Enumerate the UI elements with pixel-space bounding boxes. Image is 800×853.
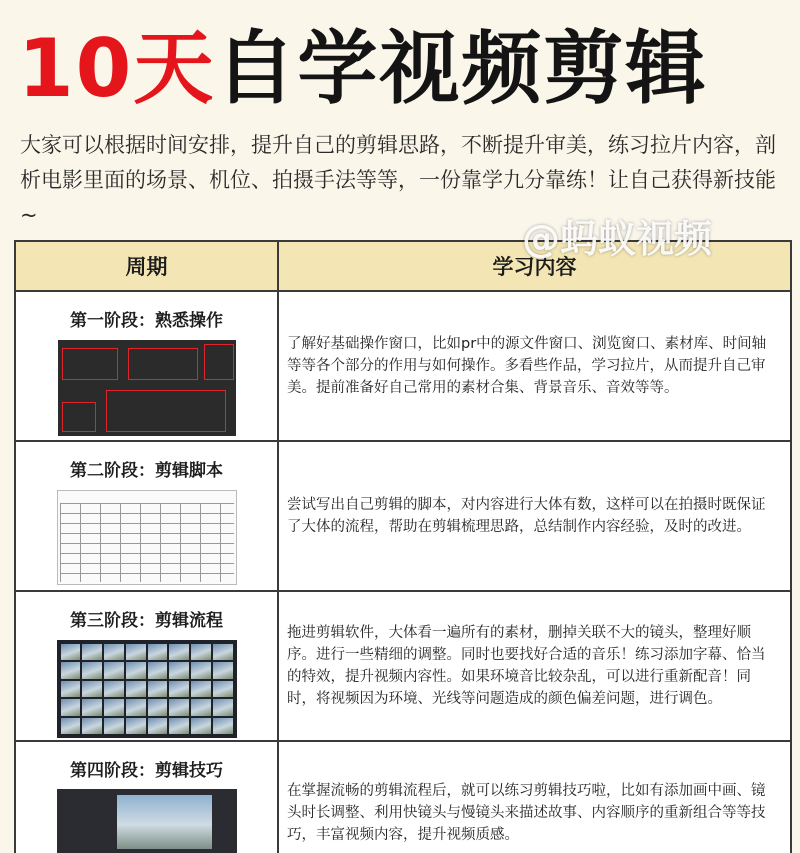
stage-title: 第二阶段：剪辑脚本	[70, 461, 223, 481]
title-highlight: 10天	[18, 22, 216, 115]
stage-4-editor-preview	[57, 789, 237, 853]
intro-paragraph: 大家可以根据时间安排，提升自己的剪辑思路，不断提升审美，练习拉片内容，剖析电影里面的场景、机位、拍摄手法等等，一份靠学九分靠练！让自己获得新技能~	[20, 133, 776, 227]
stage-content: 拖进剪辑软件，大体看一遍所有的素材，删掉关联不大的镜头，整理好顺序。进行一些精细的调整。同时也要找好合适的音乐！练习添加字幕、恰当的特效，提升视频内容性。如果环境音比较杂乱，可以进行重新配音！同时，将视频因为环境、光线等问题造成的颜色偏差问题，进行调色。	[287, 625, 766, 707]
table-row	[16, 292, 790, 442]
page-title	[18, 14, 707, 124]
table-row	[16, 742, 790, 853]
stage-3-footage-grid	[57, 640, 237, 738]
stage-2-script-image	[57, 490, 237, 585]
stage-content: 在掌握流畅的剪辑流程后，就可以练习剪辑技巧啦，比如有添加画中画、镜头时长调整、利用快镜头与慢镜头来描述故事、内容顺序的重新组合等等技巧，丰富视频内容，提升视频质感。	[287, 783, 766, 843]
stage-content: 尝试写出自己剪辑的脚本，对内容进行大体有数，这样可以在拍摄时既保证了大体的流程，帮助在剪辑梳理思路，总结制作内容经验，及时的改进。	[287, 497, 766, 535]
header-content: 学习内容	[492, 255, 577, 279]
header-period: 周期	[16, 242, 279, 290]
stage-content: 了解好基础操作窗口，比如pr中的源文件窗口、浏览窗口、素材库、时间轴等等各个部分的作用与如何操作。多看些作品，学习拉片，从而提升自己审美。提前准备好自己常用的素材合集、背景音乐、音效等等。	[287, 336, 767, 396]
stage-title: 第四阶段：剪辑技巧	[70, 761, 223, 781]
table-row	[16, 442, 790, 592]
schedule-table	[14, 240, 792, 853]
table-row	[16, 592, 790, 742]
watermark: @蚂蚁视频	[522, 217, 713, 261]
stage-title: 第一阶段：熟悉操作	[70, 311, 223, 331]
title-rest: 自学视频剪辑	[215, 22, 708, 115]
stage-1-screenshot	[58, 340, 236, 436]
stage-title: 第三阶段：剪辑流程	[70, 611, 223, 631]
